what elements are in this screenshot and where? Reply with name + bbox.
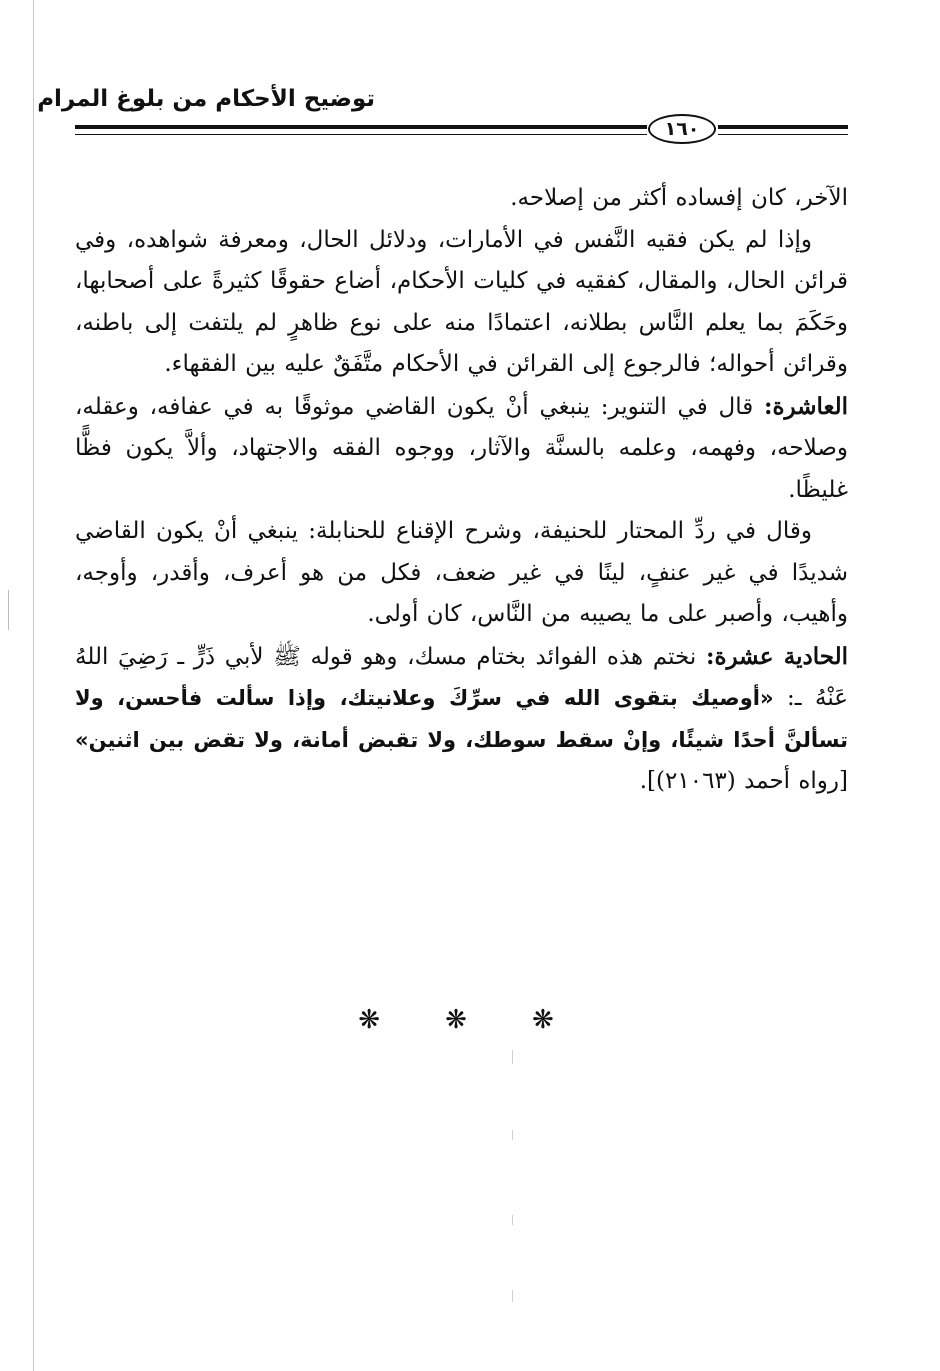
scan-speck bbox=[512, 1130, 513, 1140]
scan-edge-mark bbox=[8, 590, 9, 630]
scan-speck bbox=[512, 1290, 513, 1302]
paragraph-5 bbox=[75, 636, 848, 803]
page-number: ١٦٠ bbox=[648, 114, 716, 144]
section-lead-eleventh: الحادية عشرة: bbox=[705, 642, 848, 670]
paragraph-3 bbox=[75, 386, 848, 512]
running-header-title: توضيح الأحكام من بلوغ المرام bbox=[37, 86, 375, 112]
page-body bbox=[75, 178, 848, 803]
scan-edge-line bbox=[33, 0, 34, 1371]
hadith-reference: [رواه أحمد (٢١٠٦٣)]. bbox=[639, 768, 848, 794]
header-rule bbox=[718, 125, 848, 129]
scan-speck bbox=[512, 1215, 513, 1225]
scan-speck bbox=[512, 1050, 513, 1064]
section-separator: ❋ ❋ ❋ bbox=[358, 1005, 582, 1035]
header-rule bbox=[75, 134, 647, 135]
header-rule bbox=[75, 125, 647, 129]
section-lead-tenth: العاشرة: bbox=[763, 392, 848, 420]
paragraph-4: وقال في ردِّ المحتار للحنيفة، وشرح الإقناع للحنابلة: ينبغي أنْ يكون القاضي شديدًا في غير عنفٍ، لينًا في غير ضعف، فكل من هو أعرف، وأقدر، وأوجه، وأهيب، وأصبر على ما يصيبه من النَّاس، كان أولى. bbox=[75, 518, 848, 627]
paragraph-1: الآخر، كان إفساده أكثر من إصلاحه. bbox=[510, 185, 848, 211]
paragraph-5-intro: نختم هذه الفوائد بختام مسك، وهو قوله ﷺ لأبي ذَرٍّ ـ رَضِيَ اللهُ عَنْهُ ـ: bbox=[75, 643, 849, 711]
hadith-quote: «أوصيك بتقوى الله في سرِّكَ وعلانيتك، وإذا سألت فأحسن، ولا تسألنَّ أحدًا شيئًا، وإنْ سقط سوطك، ولا تقبض أمانة، ولا تقض بين اثنين» bbox=[75, 686, 848, 752]
paragraph-2: وإذا لم يكن فقيه النَّفس في الأمارات، ودلائل الحال، ومعرفة شواهده، وفي قرائن الحال، والمقال، كفقيه في كليات الأحكام، أضاع حقوقًا كثيرةً على أصحابها، وحَكَمَ بما يعلم النَّاس بطلانه، اعتمادًا منه على نوع ظاهرٍ لم يلتفت إلى باطنه، وقرائن أحواله؛ فالرجوع إلى القرائن في الأحكام متَّفَقٌ عليه بين الفقهاء. bbox=[75, 226, 848, 377]
paragraph-3-text: قال في التنوير: ينبغي أنْ يكون القاضي موثوقًا به في عفافه، وعقله، وصلاحه، وفهمه، وعلمه بالسنَّة والآثار، ووجوه الفقه والاجتهاد، وألاَّ يكون فظًّا غليظًا. bbox=[75, 393, 848, 503]
header-rule bbox=[718, 134, 848, 135]
